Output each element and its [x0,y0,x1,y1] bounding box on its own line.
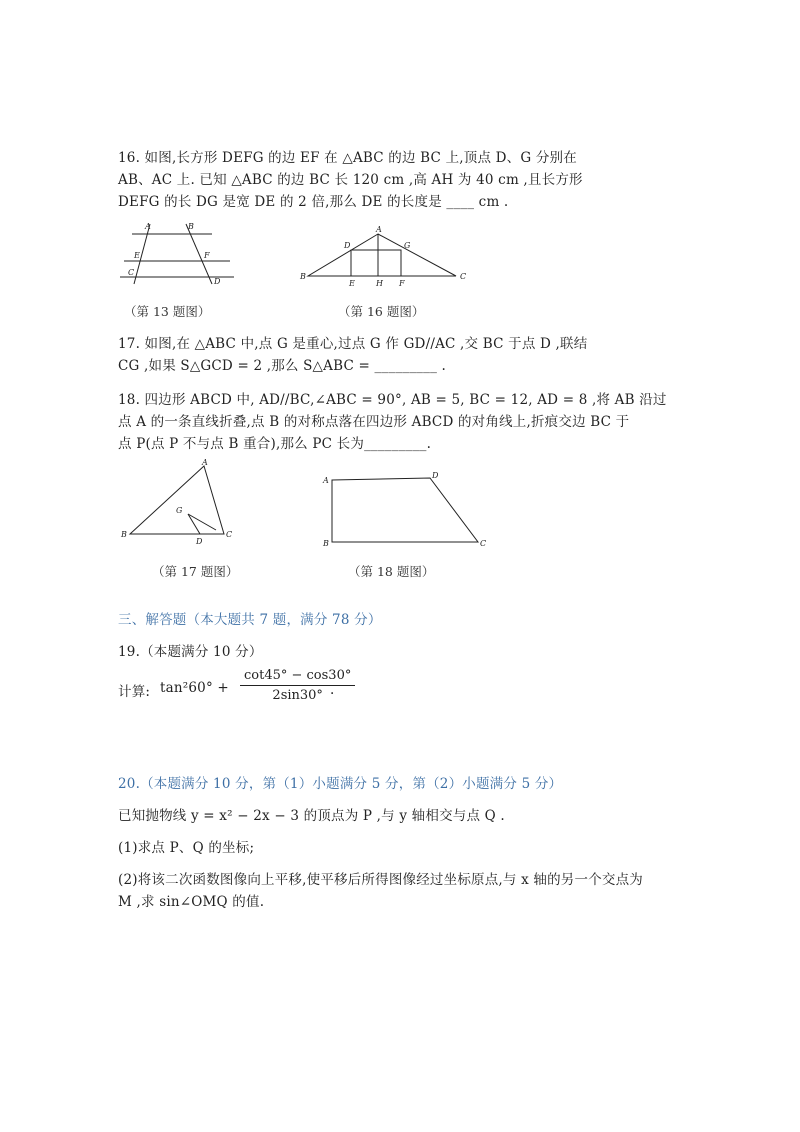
f16-label-d: D [344,241,351,250]
q19-prefix: 计算: [118,684,151,700]
q19-denominator: 2sin30° [272,688,323,703]
figure-13 [112,218,242,290]
f18-label-d: D [432,471,439,480]
f16-label-g: G [404,241,411,250]
caption-fig13: （第 13 题图） [124,304,211,319]
caption-fig18: （第 18 题图） [348,564,435,579]
f17-label-a: A [202,458,208,467]
f16-label-h: H [376,279,383,288]
f16-label-a: A [376,225,382,234]
caption-fig16: （第 16 题图） [338,304,425,319]
figure-18 [318,468,490,552]
f17-label-g: G [176,506,183,515]
q20-part-1: (1)求点 P、Q 的坐标; [118,840,255,856]
q17-line-1: 17. 如图,在 △ABC 中,点 G 是重心,过点 G 作 GD//AC ,交 BC 于点 D ,联结 [118,336,588,352]
q20-line-1: 已知抛物线 y = x² − 2x − 3 的顶点为 P ,与 y 轴相交与点 Q . [118,808,505,824]
f13-label-c: C [128,268,135,277]
q19-fraction [240,668,355,703]
f13-label-d: D [214,277,221,286]
section-3-heading: 三、解答题（本大题共 7 题，满分 78 分） [118,612,382,628]
f13-label-b: B [188,222,194,231]
q18-line-2: 点 A 的一条直线折叠,点 B 的对称点落在四边形 ABCD 的对角线上,折痕交边 BC 于 [118,414,630,430]
figure-17 [118,456,238,546]
q17-line-2: CG ,如果 S△GCD = 2 ,那么 S△ABC = _________ . [118,358,447,374]
f17-label-c: C [226,530,233,539]
q20-header: 20.（本题满分 10 分，第（1）小题满分 5 分，第（2）小题满分 5 分） [118,776,563,792]
q19-term: tan²60° + [160,680,229,696]
f17-label-d: D [196,537,203,546]
f18-label-b: B [323,539,329,548]
f16-label-c: C [460,272,467,281]
f13-label-e: E [134,251,140,260]
q16-line-3: DEFG 的长 DG 是宽 DE 的 2 倍,那么 DE 的长度是 ____ cm . [118,194,509,210]
f18-label-c: C [480,539,487,548]
q20-part-2a: (2)将该二次函数图像向上平移,使平移后所得图像经过坐标原点,与 x 轴的另一个交点为 [118,872,644,888]
f13-label-a: A [145,222,151,231]
q16-line-1: 16. 如图,长方形 DEFG 的边 EF 在 △ABC 的边 BC 上,顶点 D、G 分别在 [118,150,577,166]
q18-line-1: 18. 四边形 ABCD 中, AD//BC,∠ABC = 90°, AB = 5, BC = 12, AD = 8 ,将 AB 沿过 [118,392,667,408]
f16-label-e: E [349,279,355,288]
q19-suffix: . [330,682,335,698]
q18-line-3: 点 P(点 P 不与点 B 重合),那么 PC 长为_________. [118,436,432,452]
q20-part-2b: M ,求 sin∠OMQ 的值. [118,894,265,910]
f17-label-b: B [121,530,127,539]
f16-label-b: B [300,272,306,281]
q16-line-2: AB、AC 上. 已知 △ABC 的边 BC 长 120 cm ,高 AH 为 40 cm ,且长方形 [118,172,583,188]
q19-header: 19.（本题满分 10 分） [118,644,263,660]
f16-label-f: F [399,279,405,288]
figure-16 [296,224,476,294]
q19-numerator: cot45° − cos30° [240,668,355,686]
caption-fig17: （第 17 题图） [152,564,239,579]
f13-label-f: F [204,251,210,260]
f18-label-a: A [323,476,329,485]
